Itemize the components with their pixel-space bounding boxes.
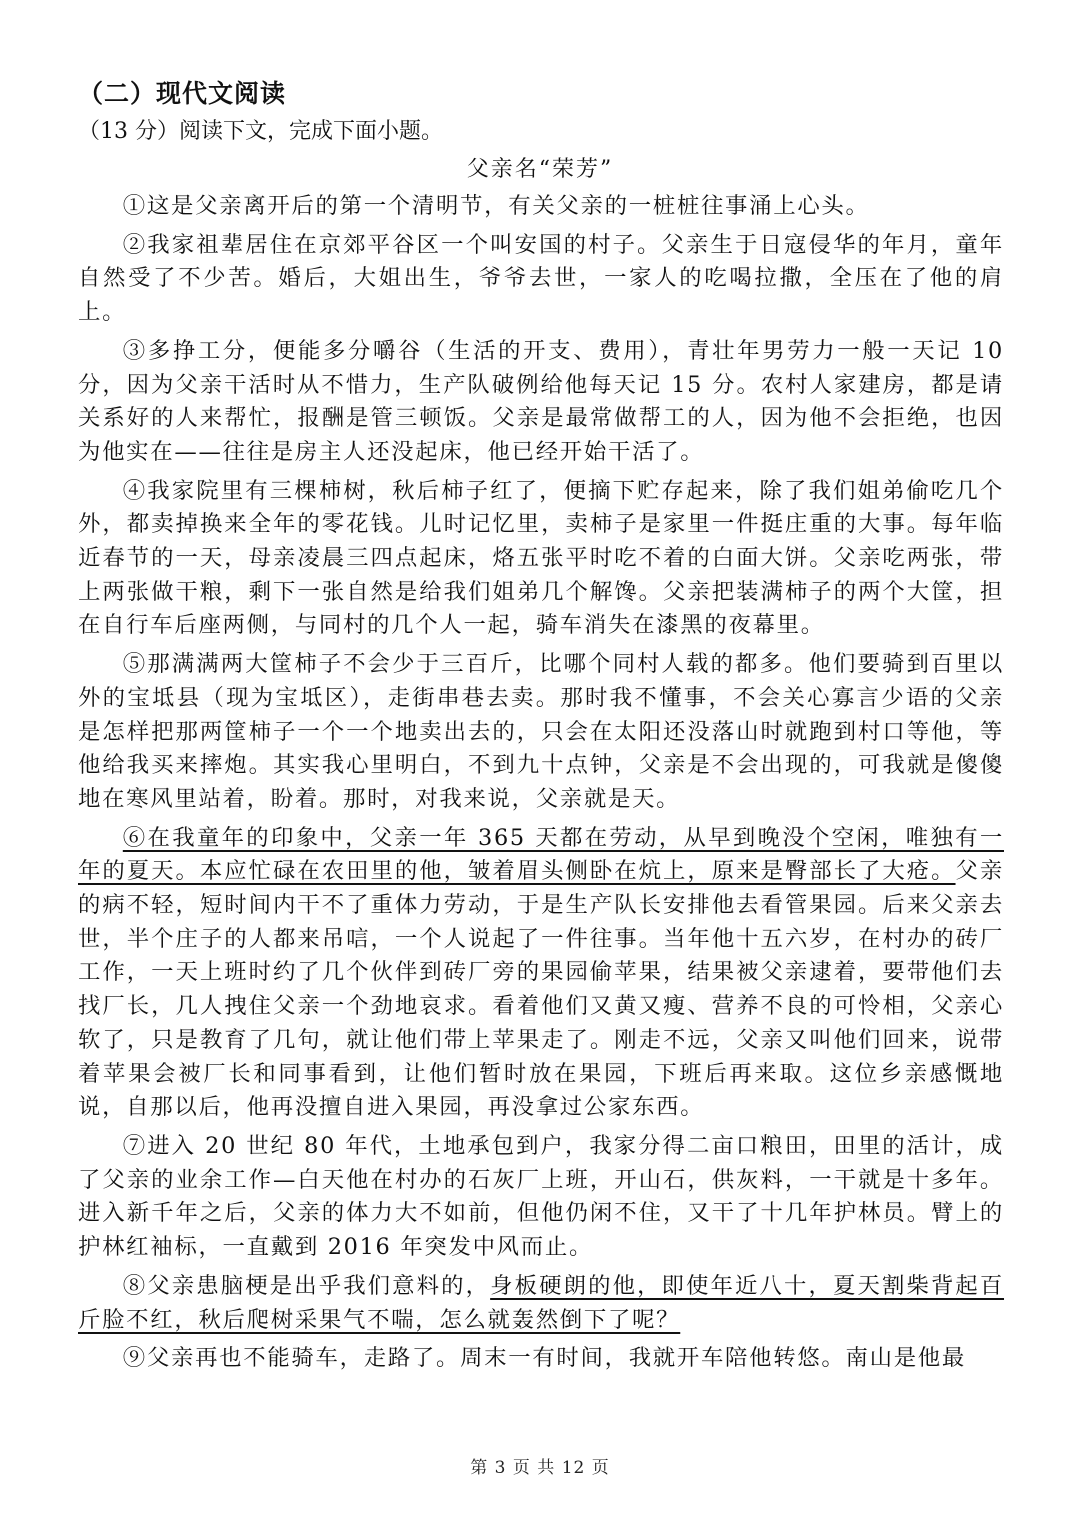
paragraph-8-text: ⑧父亲患脑梗是出乎我们意料的，	[122, 1272, 491, 1299]
paragraph-9: ⑨父亲再也不能骑车，走路了。周末一有时间，我就开车陪他转悠。南山是他最	[122, 1345, 966, 1372]
paragraph-1: ①这是父亲离开后的第一个清明节，有关父亲的一桩桩往事涌上心头。	[122, 193, 870, 219]
paragraph-4: ④我家院里有三棵柿树，秋后柿子红了，便摘下贮存起来，除了我们姐弟偷吃几个外，都卖掉换来全年的零花钱。儿时记忆里，卖柿子是家里一件挺庄重的大事。每年临近春节的一天，母亲凌晨三四点起床，烙五张平时吃不着的白面大饼。父亲吃两张，带上两张做干粮，剩下一张自然是给我们姐弟几个解馋。父亲把装满柿子的两个大筐，担在自行车后座两侧，与同村的几个人一起，骑车消失在漆黑的夜幕里。	[78, 477, 1004, 639]
section-heading: （二）现代文阅读	[78, 79, 287, 108]
paragraph-8	[78, 1270, 1004, 1337]
paragraph-6-underlined-sentence: ⑥在我童年的印象中，父亲一年 365 天都在劳动，从早到晚没个空闲，唯独有一年的夏天。本应忙碌在农田里的他，皱着眉头侧卧在炕上，原来是臀部长了大疮。	[78, 824, 1004, 885]
paragraph-3: ③多挣工分，便能多分嚼谷（生活的开支、费用），青壮年男劳力一般一天记 10 分，因为父亲干活时从不惜力，生产队破例给他每天记 15 分。农村人家建房，都是请关系好的人来帮忙，报酬是管三顿饭。父亲是最常做帮工的人，因为他不会拒绝，也因为他实在——往往是房主人还没起床，他已经开始干活了。	[78, 337, 1004, 465]
paragraph-2: ②我家祖辈居住在京郊平谷区一个叫安国的村子。父亲生于日寇侵华的年月，童年自然受了不少苦。婚后，大姐出生，爷爷去世，一家人的吃喝拉撒，全压在了他的肩上。	[78, 231, 1004, 326]
paragraph-8-underlined-sentence: 身板硬朗的他，即使年近八十，夏天割柴背起百斤脸不红，秋后爬树采果气不喘，怎么就轰然倒下了呢？	[78, 1272, 1005, 1333]
article-title: 父亲名“荣芳”	[466, 157, 614, 182]
paragraph-5: ⑤那满满两大筐柿子不会少于三百斤，比哪个同村人载的都多。他们要骑到百里以外的宝坻县（现为宝坻区），走街串巷去卖。那时我不懂事，不会关心寡言少语的父亲是怎样把那两筐柿子一个一个地卖出去的，只会在太阳还没落山时就跑到村口等他，等他给我买来摔炮。其实我心里明白，不到九十点钟，父亲是不会出现的，可我就是傻傻地在寒风里站着，盼着。那时，对我来说，父亲就是天。	[78, 651, 1004, 812]
paragraph-6	[78, 822, 1004, 1125]
paragraph-6-text: 父亲的病不轻，短时间内干不了重体力劳动，于是生产队长安排他去看管果园。后来父亲去世，半个庄子的人都来吊唁，一个人说起了一件往事。当年他十五六岁，在村办的砖厂工作，一天上班时约了几个伙伴到砖厂旁的果园偷苹果，结果被父亲逮着，要带他们去找厂长，几人拽住父亲一个劲地哀求。看着他们又黄又瘦、营养不良的可怜相，父亲心软了，只是教育了几句，就让他们带上苹果走了。刚走不远，父亲又叫他们回来，说带着苹果会被厂长和同事看到，让他们暂时放在果园，下班后再来取。这位乡亲感慨地说，自那以后，他再没擅自进入果园，再没拿过公家东西。	[78, 858, 1004, 1121]
page-number-footer: 第 3 页 共 12 页	[470, 1458, 610, 1478]
article-body	[78, 190, 1004, 1381]
paragraph-7: ⑦进入 20 世纪 80 年代，土地承包到户，我家分得二亩口粮田，田里的活计，成了父亲的业余工作—白天他在村办的石灰厂上班，开山石，供灰料，一干就是十多年。进入新千年之后，父亲的体力大不如前，但他仍闲不住，又干了十几年护林员。臂上的护林红袖标，一直戴到 2016 年突发中风而止。	[78, 1132, 1004, 1261]
question-instruction: （13 分）阅读下文，完成下面小题。	[78, 119, 443, 144]
